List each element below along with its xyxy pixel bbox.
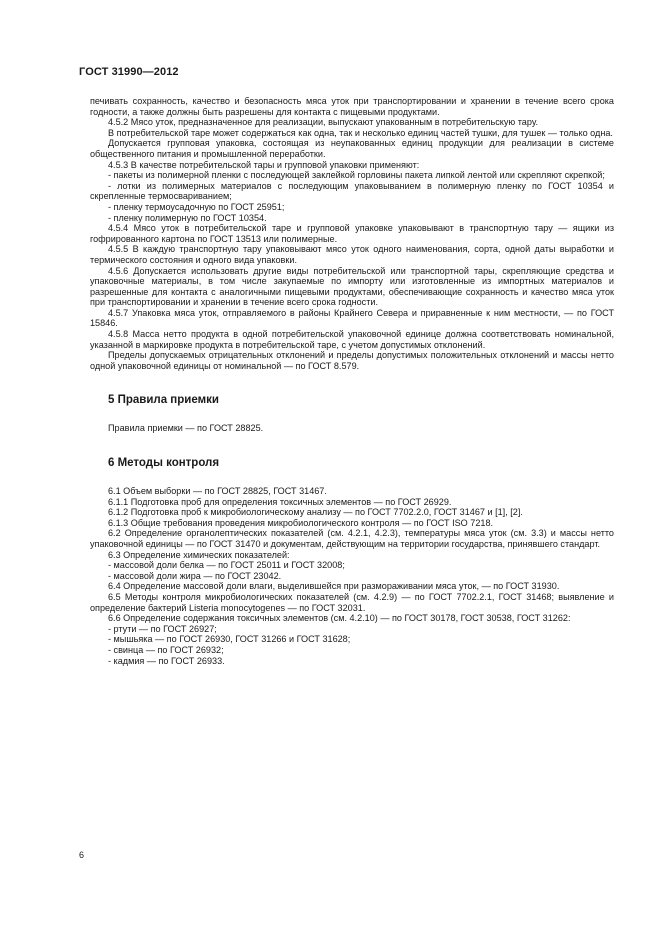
list-item: - пленку термоусадочную по ГОСТ 25951; (108, 201, 285, 212)
clause-4-5-8: 4.5.8 Масса нетто продукта в одной потребительской упаковочной единице должна соответствовать номинальной, указанной в маркировке продукта в потребительской таре, с учетом допустимых отклонений. (90, 329, 614, 350)
page-header-standard-number: ГОСТ 31990—2012 (79, 66, 179, 78)
clause-4-5-4: 4.5.4 Мясо уток в потребительской таре и групповой упаковке упаковывают в транспортную тару — ящики из гофрированного картона по ГОСТ 13513 или полимерные. (90, 223, 614, 244)
clause-4-5-6: 4.5.6 Допускается использовать другие виды потребительской или транспортной тары, скрепляющие средства и упаковочные материалы, в том числе закупаемые по импорту или изготовленные из импортных материалов и разрешенные для контакта с аналогичными пищевыми продуктами, обеспечивающие сохранность и качество мяса уток при транспортировании и хранении в течение всего срока годности. (90, 265, 614, 308)
clause-6-5: 6.5 Методы контроля микробиологических показателей (см. 4.2.9) — по ГОСТ 7702.2.1, ГОСТ 31468; выявление и определение бактерий Listeria monocytogenes — по ГОСТ 32031. (90, 591, 614, 613)
paragraph: В потребительской таре может содержаться как одна, так и несколько единиц частей тушки, для тушек — только одна. (108, 127, 613, 138)
clause-6-1-1: 6.1.1 Подготовка проб для определения токсичных элементов — по ГОСТ 26929. (108, 496, 452, 507)
paragraph: Правила приемки — по ГОСТ 28825. (108, 423, 264, 434)
clause-6-4: 6.4 Определение массовой доли влаги, выделившейся при размораживании мяса уток, — по ГОСТ 31930. (108, 581, 560, 592)
clause-6-1-3: 6.1.3 Общие требования проведения микробиологического контроля — по ГОСТ ISO 7218. (108, 517, 494, 528)
clause-6-6: 6.6 Определение содержания токсичных элементов (см. 4.2.10) — по ГОСТ 30178, ГОСТ 30538, ГОСТ 31262: (108, 613, 571, 624)
clause-4-5-2: 4.5.2 Мясо уток, предназначенное для реализации, выпускают упакованным в потребительскую тару. (108, 117, 538, 128)
list-item: - массовой доли белка — по ГОСТ 25011 и ГОСТ 32008; (108, 560, 345, 571)
clause-6-2: 6.2 Определение органолептических показателей (см. 4.2.1, 4.2.3), температуры мяса уток (см. 3.3) и массы нетто упаковочной единицы — по ГОСТ 31470 и документам, действующим на территории государства, принявшего стандарт. (90, 528, 614, 549)
list-item: - массовой доли жира — по ГОСТ 23042. (108, 570, 282, 581)
clause-4-5-5: 4.5.5 В каждую транспортную тару упаковывают мясо уток одного наименования, сорта, одной даты выработки и термического состояния и одного вида упаковки. (90, 244, 614, 265)
clause-6-1-2: 6.1.2 Подготовка проб к микробиологическому анализу — по ГОСТ 7702.2.0, ГОСТ 31467 и [1], [2]. (108, 507, 523, 518)
clause-4-5-7: 4.5.7 Упаковка мяса уток, отправляемого в районы Крайнего Севера и приравненные к ним местности, — по ГОСТ 15846. (90, 307, 614, 329)
list-item: - ртути — по ГОСТ 26927; (108, 623, 217, 634)
clause-4-5-3: 4.5.3 В качестве потребительской тары и групповой упаковки применяют: (108, 159, 420, 170)
section-heading-6: 6 Методы контроля (108, 457, 220, 470)
section-heading-5: 5 Правила приемки (108, 394, 219, 407)
paragraph: Пределы допускаемых отрицательных отклонений и пределы допустимых положительных отклонений и массы нетто одной упаковочной единицы от номинальной — по ГОСТ 8.579. (90, 350, 614, 371)
paragraph: печивать сохранность, качество и безопасность мяса уток при транспортировании и хранении в течение всего срока годности, а также должны быть разрешены для контакта с пищевыми продуктами. (90, 96, 614, 117)
list-item: - мышьяка — по ГОСТ 26930, ГОСТ 31266 и ГОСТ 31628; (108, 634, 351, 645)
list-item: - пакеты из полимерной пленки с последующей заклейкой горловины пакета липкой лентой или скрепляют скрепкой; (108, 170, 605, 181)
paragraph: Допускается групповая упаковка, состоящая из неупакованных единиц продукции для реализации в системе общественного питания и промышленной переработки. (90, 138, 614, 159)
clause-6-3: 6.3 Определение химических показателей: (108, 549, 290, 560)
list-item: - пленку полимерную по ГОСТ 10354. (108, 212, 267, 223)
list-item: - свинца — по ГОСТ 26932; (108, 644, 224, 655)
clause-6-1: 6.1 Объем выборки — по ГОСТ 28825, ГОСТ 31467. (108, 486, 327, 497)
list-item: - лотки из полимерных материалов с последующим упаковыванием в полимерную пленку по ГОСТ 10354 и скрепленные термосвариванием; (90, 180, 614, 202)
list-item: - кадмия — по ГОСТ 26933. (108, 655, 225, 666)
page-content (90, 96, 614, 666)
page-number: 6 (79, 850, 85, 860)
